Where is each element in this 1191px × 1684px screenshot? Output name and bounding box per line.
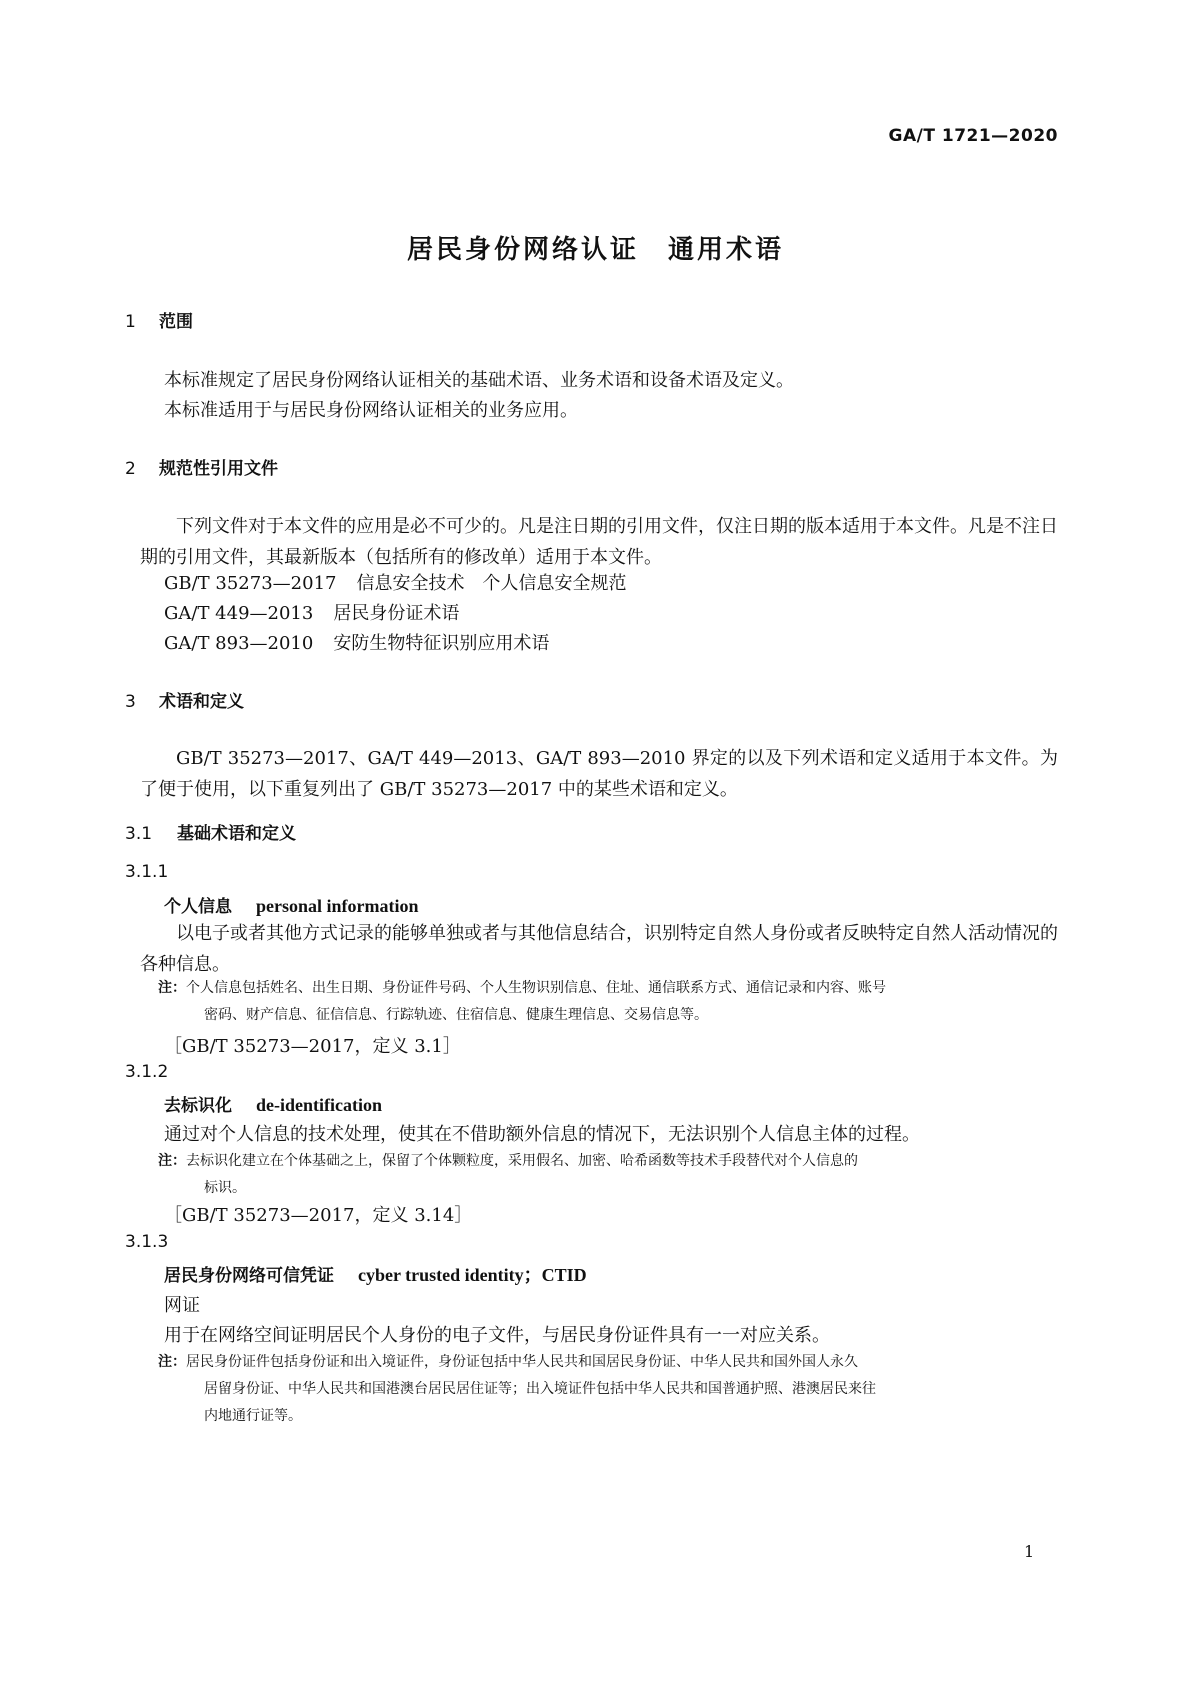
- section-2-heading: [125, 454, 278, 479]
- reference-code: GA/T 893—2010: [164, 633, 314, 654]
- term-definition: 通过对个人信息的技术处理，使其在不借助额外信息的情况下，无法识别个人信息主体的过程。: [164, 1124, 920, 1145]
- subsection-number: 3.1: [125, 824, 153, 844]
- note-line: 居留身份证、中华人民共和国港澳台居民居住证等；出入境证件包括中华人民共和国普通护照、港澳居民来往: [204, 1381, 876, 1397]
- term-alias: 网证: [164, 1295, 200, 1316]
- term-zh: 去标识化: [164, 1096, 232, 1116]
- note-line: 去标识化建立在个体基础之上，保留了个体颗粒度，采用假名、加密、哈希函数等技术手段替代对个人信息的: [186, 1153, 858, 1169]
- section-title: 范围: [159, 312, 193, 332]
- note-line: 个人信息包括姓名、出生日期、身份证件号码、个人生物识别信息、住址、通信联系方式、通信记录和内容、账号: [186, 980, 886, 996]
- note-line: 内地通行证等。: [204, 1408, 302, 1424]
- reference-code: GB/T 35273—2017: [164, 573, 337, 594]
- term-zh: 个人信息: [164, 897, 232, 917]
- term-en: personal information: [256, 896, 419, 916]
- section-title: 规范性引用文件: [159, 459, 278, 479]
- section-3-heading: [125, 687, 244, 712]
- term-note: [158, 1148, 858, 1175]
- note-label: 注：: [158, 1354, 186, 1370]
- subsection-heading: [125, 819, 296, 844]
- section-number: 2: [125, 459, 136, 479]
- scope-paragraph-2: 本标准适用于与居民身份网络认证相关的业务应用。: [164, 400, 578, 421]
- note-line: 居民身份证件包括身份证和出入境证件，身份证包括中华人民共和国居民身份证、中华人民共和国外国人永久: [186, 1354, 858, 1370]
- term-source: ［GB/T 35273—2017，定义 3.1］: [164, 1036, 461, 1057]
- note-line: 标识。: [204, 1180, 246, 1196]
- section-number: 1: [125, 312, 136, 332]
- term-number: 3.1.1: [125, 862, 169, 882]
- term-heading: [164, 1091, 382, 1116]
- term-source: ［GB/T 35273—2017，定义 3.14］: [164, 1205, 473, 1226]
- reference-item: [164, 599, 459, 625]
- term-heading: [164, 1261, 587, 1287]
- term-definition: 以电子或者其他方式记录的能够单独或者与其他信息结合，识别特定自然人身份或者反映特定自然人活动情况的各种信息。: [140, 923, 1058, 975]
- reference-title: 居民身份证术语: [333, 603, 460, 624]
- term-note: [158, 975, 886, 1002]
- section-title: 术语和定义: [159, 692, 244, 712]
- note-label: 注：: [158, 1153, 186, 1169]
- reference-code: GA/T 449—2013: [164, 603, 314, 624]
- reference-title: 信息安全技术 个人信息安全规范: [356, 573, 627, 594]
- reference-item: [164, 569, 626, 595]
- normative-references-intro: 下列文件对于本文件的应用是必不可少的。凡是注日期的引用文件，仅注日期的版本适用于本文件。凡是不注日期的引用文件，其最新版本（包括所有的修改单）适用于本文件。: [140, 516, 1058, 568]
- section-1-heading: [125, 307, 193, 332]
- note-line: 密码、财产信息、征信信息、行踪轨迹、住宿信息、健康生理信息、交易信息等。: [204, 1007, 708, 1023]
- term-number: 3.1.2: [125, 1062, 169, 1082]
- term-en: de-identification: [256, 1095, 382, 1115]
- term-en: cyber trusted identity；CTID: [358, 1265, 587, 1285]
- reference-item: [164, 629, 549, 655]
- scope-paragraph-1: 本标准规定了居民身份网络认证相关的基础术语、业务术语和设备术语及定义。: [164, 370, 794, 391]
- term-zh: 居民身份网络可信凭证: [164, 1266, 334, 1286]
- page-title: 居民身份网络认证 通用术语: [406, 235, 784, 265]
- term-note: [158, 1349, 858, 1376]
- term-definition: 用于在网络空间证明居民个人身份的电子文件，与居民身份证件具有一一对应关系。: [164, 1325, 830, 1346]
- term-number: 3.1.3: [125, 1232, 169, 1252]
- terms-definitions-intro: GB/T 35273—2017、GA/T 449—2013、GA/T 893—2010 界定的以及下列术语和定义适用于本文件。为了便于使用，以下重复列出了 GB/T 35273—2017 中的某些术语和定义。: [140, 748, 1058, 800]
- term-heading: [164, 892, 419, 917]
- document-id: GA/T 1721—2020: [888, 126, 1058, 146]
- reference-title: 安防生物特征识别应用术语: [333, 633, 550, 654]
- note-label: 注：: [158, 980, 186, 996]
- page-number: 1: [1024, 1542, 1035, 1561]
- section-number: 3: [125, 692, 136, 712]
- subsection-title: 基础术语和定义: [177, 824, 296, 844]
